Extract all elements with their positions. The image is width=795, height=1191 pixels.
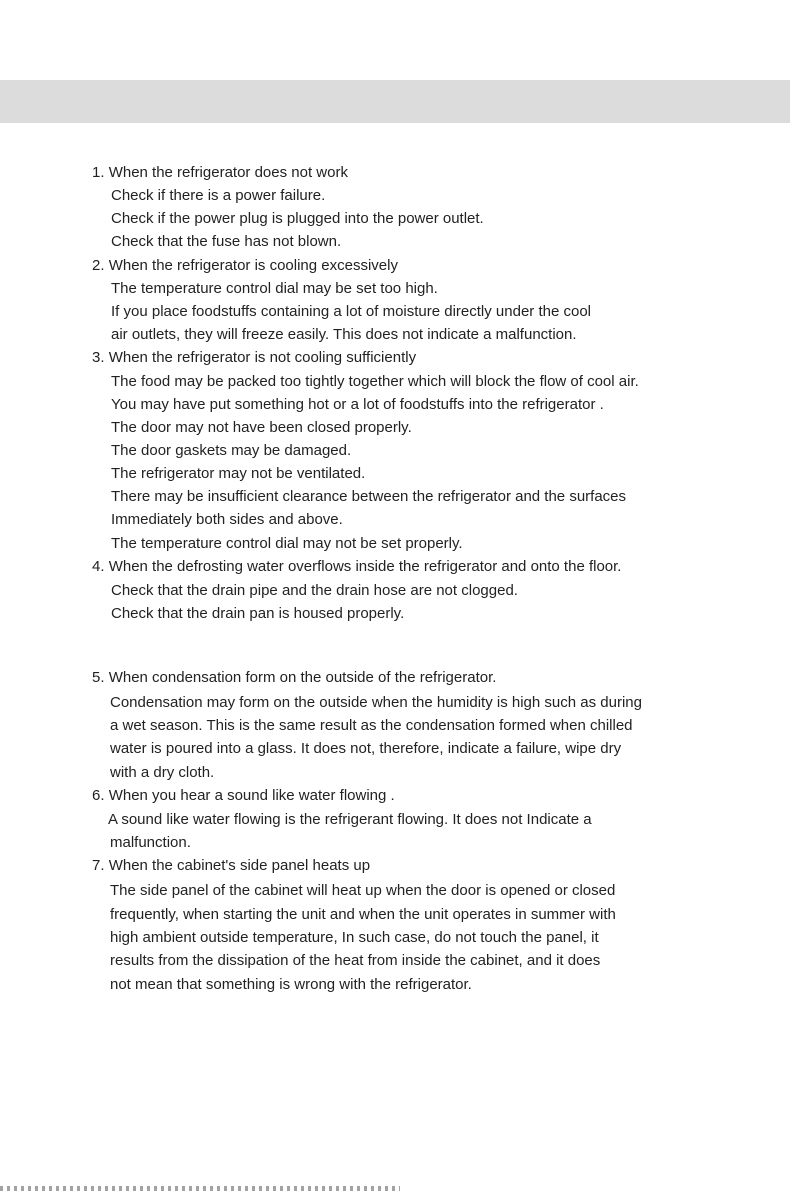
- section-5-line-1: Condensation may form on the outside when the humidity is high such as during: [110, 694, 642, 711]
- section-7-line-1: The side panel of the cabinet will heat up when the door is opened or closed: [110, 882, 616, 899]
- section-3-line-6: There may be insufficient clearance between the refrigerator and the surfaces: [111, 488, 627, 505]
- scan-artifact: [0, 1186, 400, 1191]
- section-1-line-3: Check that the fuse has not blown.: [111, 233, 342, 250]
- section-2-heading: [92, 257, 398, 275]
- section-6-line-1: A sound like water flowing is the refrigerant flowing. It does not Indicate a: [108, 811, 592, 828]
- section-7-number: 7.: [92, 857, 105, 874]
- header-edge: [790, 80, 795, 123]
- section-3-line-3: The door may not have been closed properly.: [111, 419, 412, 436]
- section-3-line-4: The door gaskets may be damaged.: [111, 442, 352, 459]
- section-1-heading: [92, 164, 348, 182]
- section-7-line-4: results from the dissipation of the heat from inside the cabinet, and it does: [110, 952, 601, 969]
- section-4-title: When the defrosting water overflows inside the refrigerator and onto the floor.: [108, 558, 622, 575]
- section-2-number: 2.: [92, 257, 105, 274]
- section-1-line-1: Check if there is a power failure.: [111, 187, 326, 204]
- section-4-number: 4.: [92, 558, 105, 575]
- section-7-heading: [92, 857, 370, 875]
- section-7-line-3: high ambient outside temperature, In such case, do not touch the panel, it: [110, 929, 599, 946]
- section-5-number: 5.: [92, 669, 105, 686]
- header-band: [0, 80, 790, 123]
- section-3-title: When the refrigerator is not cooling sufficiently: [108, 349, 417, 366]
- section-3-line-2: You may have put something hot or a lot of foodstuffs into the refrigerator .: [111, 396, 604, 413]
- section-4-line-2: Check that the drain pan is housed properly.: [111, 605, 405, 622]
- section-5-line-3: water is poured into a glass. It does not, therefore, indicate a failure, wipe dry: [110, 740, 622, 757]
- section-6-heading: [92, 787, 395, 805]
- section-5-line-2: a wet season. This is the same result as the condensation formed when chilled: [110, 717, 633, 734]
- section-1-number: 1.: [92, 164, 105, 181]
- section-3-line-1: The food may be packed too tightly together which will block the flow of cool air.: [111, 373, 639, 390]
- section-2-title: When the refrigerator is cooling excessively: [108, 257, 398, 274]
- section-4-heading: [92, 558, 621, 576]
- section-2-line-1: The temperature control dial may be set too high.: [111, 280, 438, 297]
- section-3-heading: [92, 349, 416, 367]
- section-1-title: When the refrigerator does not work: [108, 164, 348, 181]
- section-6-line-2: malfunction.: [110, 834, 191, 851]
- section-3-line-5: The refrigerator may not be ventilated.: [111, 465, 366, 482]
- section-7-line-5: not mean that something is wrong with the refrigerator.: [110, 976, 472, 993]
- section-7-line-2: frequently, when starting the unit and when the unit operates in summer with: [110, 906, 616, 923]
- section-7-title: When the cabinet's side panel heats up: [108, 857, 371, 874]
- section-2-line-2: If you place foodstuffs containing a lot of moisture directly under the cool: [111, 303, 591, 320]
- section-1-line-2: Check if the power plug is plugged into the power outlet.: [111, 210, 484, 227]
- section-6-number: 6.: [92, 787, 105, 804]
- section-3-number: 3.: [92, 349, 105, 366]
- section-6-title: When you hear a sound like water flowing .: [108, 787, 395, 804]
- section-4-line-1: Check that the drain pipe and the drain hose are not clogged.: [111, 582, 518, 599]
- section-3-line-7: Immediately both sides and above.: [111, 511, 343, 528]
- section-5-title: When condensation form on the outside of the refrigerator.: [108, 669, 497, 686]
- section-5-line-4: with a dry cloth.: [110, 764, 215, 781]
- section-3-line-8: The temperature control dial may not be set properly.: [111, 535, 463, 552]
- section-5-heading: [92, 669, 496, 687]
- section-2-line-3: air outlets, they will freeze easily. This does not indicate a malfunction.: [111, 326, 577, 343]
